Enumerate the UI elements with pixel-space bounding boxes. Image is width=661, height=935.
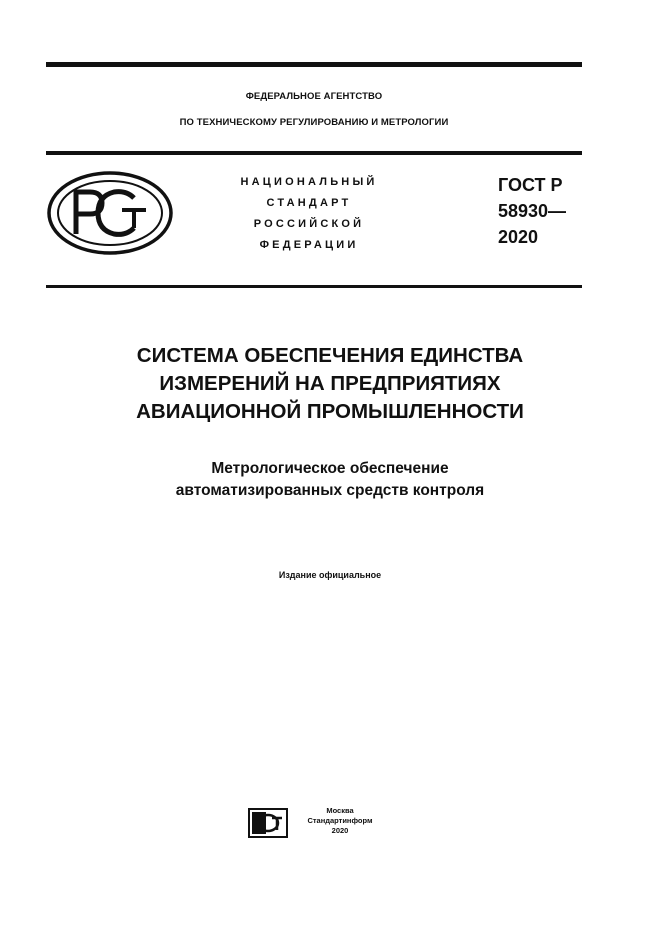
- gost-line: 2020: [498, 227, 539, 247]
- national-standard-line: НАЦИОНАЛЬНЫЙ: [240, 176, 378, 188]
- national-standard-label: [224, 172, 394, 256]
- publisher-city: Москва: [326, 806, 354, 815]
- subtitle-line: автоматизированных средств контроля: [175, 482, 485, 499]
- rst-gost-emblem-icon: [46, 170, 174, 256]
- agency-name-line1: ФЕДЕРАЛЬНОЕ АГЕНТСТВО: [245, 91, 383, 102]
- title-line: СИСТЕМА ОБЕСПЕЧЕНИЯ ЕДИНСТВА: [136, 344, 524, 367]
- subtitle-line: Метрологическое обеспечение: [211, 460, 449, 477]
- middle-rule: [46, 151, 582, 155]
- national-standard-line: СТАНДАРТ: [266, 197, 352, 209]
- agency-name-line2: ПО ТЕХНИЧЕСКОМУ РЕГУЛИРОВАНИЮ И МЕТРОЛОГИИ: [179, 117, 449, 128]
- title-line: АВИАЦИОННОЙ ПРОМЫШЛЕННОСТИ: [136, 400, 524, 423]
- publisher-name: Стандартинформ: [307, 816, 373, 825]
- national-standard-line: РОССИЙСКОЙ: [253, 218, 365, 230]
- gost-line: ГОСТ Р: [498, 175, 563, 195]
- national-standard-line: ФЕДЕРАЦИИ: [259, 239, 359, 251]
- document-title: [46, 342, 614, 426]
- title-line: ИЗМЕРЕНИЙ НА ПРЕДПРИЯТИЯХ: [159, 372, 501, 395]
- publisher-year: 2020: [331, 826, 349, 835]
- bottom-rule: [46, 285, 582, 288]
- edition-label: Издание официальное: [278, 570, 382, 580]
- document-subtitle: [46, 458, 614, 502]
- gost-designation: [498, 172, 566, 250]
- publisher-imprint: [300, 806, 380, 836]
- standartinform-logo-icon: [248, 808, 288, 838]
- top-rule: [46, 62, 582, 67]
- gost-line: 58930—: [498, 201, 567, 221]
